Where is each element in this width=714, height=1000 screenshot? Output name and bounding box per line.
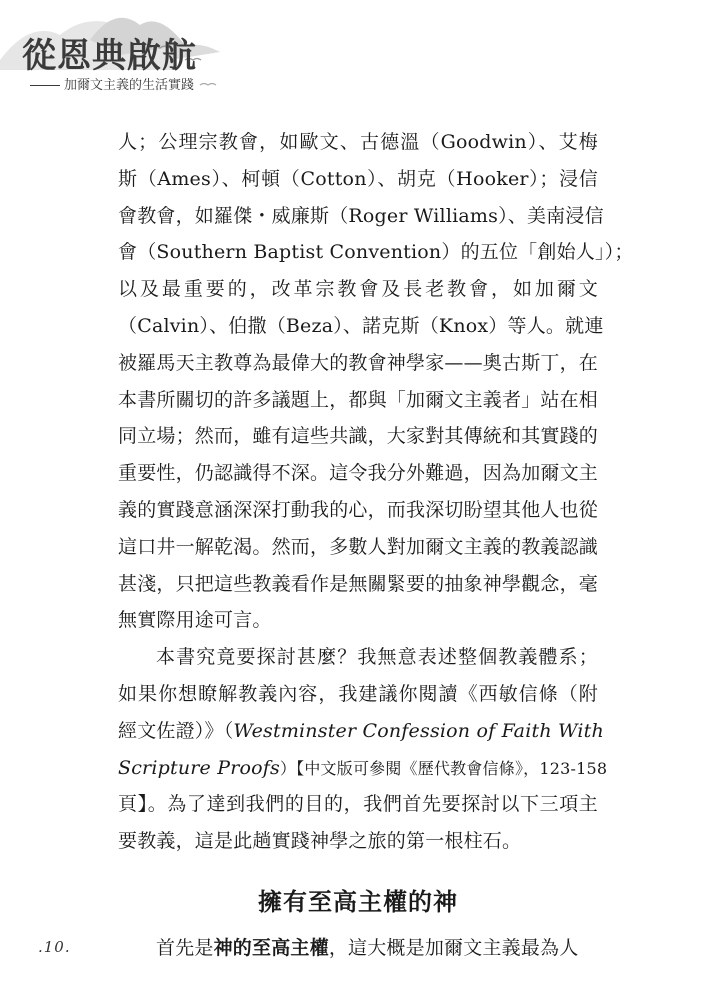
- text-line: 義的實踐意涵深深打動我的心，而我深切盼望其他人也從: [118, 498, 599, 521]
- text-line: 頁】。為了達到我們的目的，我們首先要探討以下三項主: [118, 793, 598, 816]
- text-line: 無實際用途可言。: [118, 609, 272, 632]
- text-line: [118, 930, 598, 967]
- text-line: 會教會，如羅傑・威廉斯（Roger Williams）、美南浸信: [118, 204, 604, 227]
- text-line: 被羅馬天主教尊為最偉大的教會神學家——奧古斯丁，在: [118, 351, 599, 374]
- book-title: 從恩典啟航: [22, 36, 197, 76]
- text-line: 如果你想瞭解教義內容，我建議你閱讀《西敏信條（附: [118, 682, 598, 705]
- paragraph-3: [118, 930, 598, 967]
- text-line: 甚淺，只把這些教義看作是無關緊要的抽象神學觀念，毫: [118, 572, 599, 595]
- text-line: 以及最重要的，改革宗教會及長老教會，如加爾文: [118, 278, 598, 301]
- subtitle-dash: [30, 85, 60, 86]
- bold-term: 神的至高主權: [213, 936, 329, 959]
- text-line: 會（Southern Baptist Convention）的五位「創始人」）；: [118, 241, 634, 264]
- text-line: 本書究竟要探討甚麼？我無意表述整個教義體系；: [156, 646, 598, 669]
- text-line: 要教義，這是此趟實踐神學之旅的第一根柱石。: [118, 830, 522, 853]
- running-header: [0, 0, 260, 110]
- text-line: （Calvin）、伯撒（Beza）、諾克斯（Knox）等人。就連: [118, 314, 604, 337]
- text-line: [118, 750, 608, 787]
- text-line: 重要性，仍認識得不深。這令我分外難過，因為加爾文主: [118, 462, 599, 485]
- text-line: 斯（Ames）、柯頓（Cotton）、胡克（Hooker）；浸信: [118, 167, 598, 190]
- paragraph-1: [118, 124, 634, 639]
- text-segment: 經文佐證）》（: [118, 719, 234, 742]
- italic-book-title: Westminster Confession of Faith With: [233, 719, 604, 742]
- text-segment: ，這大概是加爾文主義最為人: [328, 936, 579, 959]
- text-segment: 首先是: [156, 936, 214, 959]
- text-line: [118, 713, 604, 750]
- text-line: 人；公理宗教會，如歐文、古德溫（Goodwin）、艾梅: [118, 131, 598, 153]
- book-subtitle: [30, 74, 194, 93]
- page-number: .10.: [38, 938, 71, 956]
- section-heading: 擁有至高主權的神: [258, 886, 458, 916]
- book-subtitle-text: 加爾文主義的生活實踐: [64, 78, 195, 93]
- text-segment: ）【中文版可參閱《歷代教會信條》，123-158: [279, 758, 608, 778]
- text-line: 本書所關切的許多議題上，都與「加爾文主義者」站在相: [118, 388, 599, 411]
- paragraph-2: [118, 639, 608, 860]
- italic-book-title: Scripture Proofs: [118, 756, 280, 779]
- page-body: [118, 124, 634, 967]
- text-line: 同立場；然而，雖有這些共識，大家對其傳統和其實踐的: [118, 425, 599, 448]
- text-line: 這口井一解乾渴。然而，多數人對加爾文主義的教義認識: [118, 535, 599, 558]
